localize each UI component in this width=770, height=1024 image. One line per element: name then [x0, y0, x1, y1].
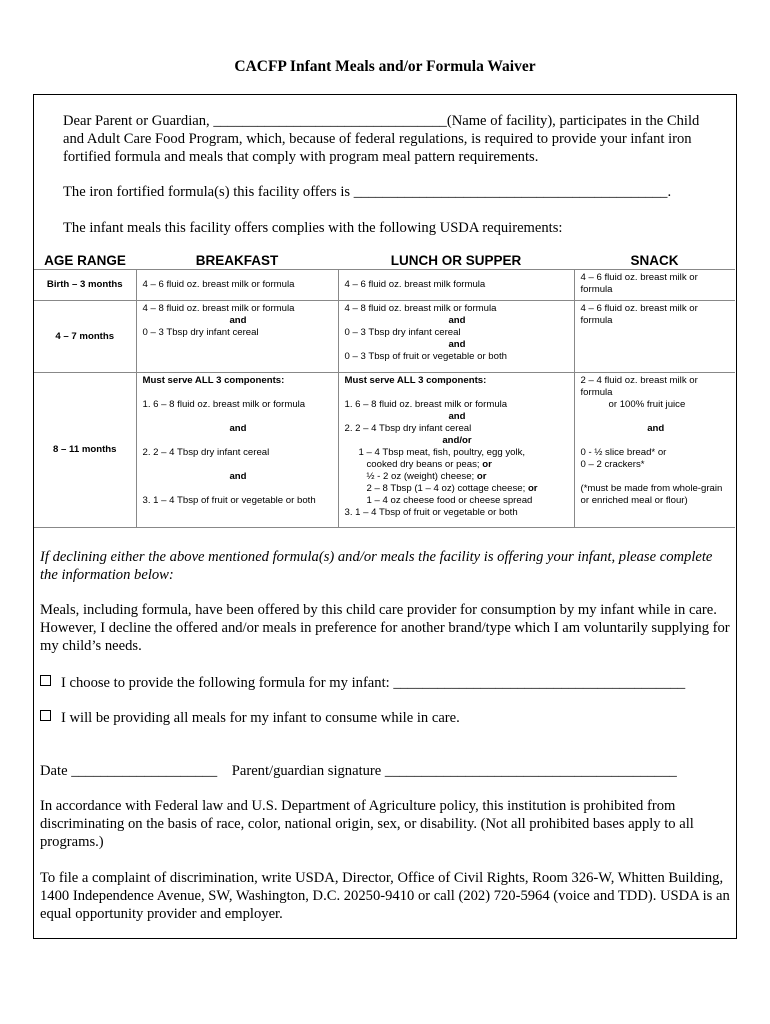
table-header-row	[34, 251, 735, 270]
meals-checkbox[interactable]	[40, 710, 51, 721]
list-item: and	[448, 339, 466, 350]
list-item: 2 – 4 fluid oz. breast milk or formula	[580, 375, 698, 398]
list-item: Must serve ALL 3 components:	[142, 375, 285, 386]
meals-choice-label: I will be providing all meals for my infant to consume while in care.	[61, 710, 460, 726]
list-item: (*must be made from whole-grain or enriched meal or flour)	[580, 483, 723, 506]
formula-choice-label: I choose to provide the following formula for my infant: ________________________________________	[61, 675, 686, 691]
date-field[interactable]: Date ____________________	[40, 763, 218, 779]
list-item: cooked dry beans or peas; or	[366, 459, 492, 470]
list-item: 1 – 4 Tbsp meat, fish, poultry, egg yolk,	[358, 447, 526, 458]
list-item: and	[229, 423, 247, 434]
nondiscrimination-statement: In accordance with Federal law and U.S. Department of Agriculture policy, this institution is prohibited from discriminating on the basis of race, color, national origin, sex, or disability. (Not all prohibited bases apply to all programs.)	[40, 798, 694, 850]
list-item: 2 – 8 Tbsp (1 – 4 oz) cottage cheese; or	[366, 483, 538, 494]
meal-pattern-table	[34, 251, 735, 528]
lunch-cell	[338, 301, 574, 373]
meals-choice-row	[40, 709, 730, 727]
intro-paragraph: Dear Parent or Guardian, ________________________________(Name of facility), participates in the Child and Adult Care Food Program, which, because of federal regulations, is required to provide your infant iron fortified formula and meals that comply with program meal pattern requirements.	[63, 113, 700, 165]
table-row	[34, 301, 735, 373]
usda-requirements-line: The infant meals this facility offers complies with the following USDA requirements:	[63, 220, 563, 236]
table-row	[34, 373, 735, 528]
declining-instructions: If declining either the above mentioned formula(s) and/or meals the facility is offering your infant, please complete the information below:	[40, 549, 713, 583]
age-cell: 4 – 7 months	[34, 301, 136, 373]
breakfast-cell	[136, 301, 338, 373]
header-lunch-supper: LUNCH OR SUPPER	[338, 251, 574, 270]
lunch-cell	[338, 373, 574, 528]
list-item: 1. 6 – 8 fluid oz. breast milk or formula	[344, 399, 508, 410]
list-item: 1 – 4 oz cheese food or cheese spread	[366, 495, 533, 506]
lunch-cell: 4 – 6 fluid oz. breast milk formula	[338, 270, 574, 301]
declining-statement: Meals, including formula, have been offered by this child care provider for consumption by my infant while in care. However, I decline the offered and/or meals in preference for another brand/type which I am voluntarily supplying for my child’s needs.	[40, 602, 730, 654]
list-item: and/or	[442, 435, 472, 446]
formula-offered-line: The iron fortified formula(s) this facility offers is ___________________________________________.	[63, 184, 672, 200]
snack-cell: 4 – 6 fluid oz. breast milk or formula	[574, 301, 735, 373]
list-item: 3. 1 – 4 Tbsp of fruit or vegetable or both	[142, 495, 316, 506]
age-cell: Birth – 3 months	[34, 270, 136, 301]
list-item: or 100% fruit juice	[608, 399, 686, 410]
list-item: Must serve ALL 3 components:	[344, 375, 487, 386]
header-snack: SNACK	[574, 251, 735, 270]
list-item: 4 – 8 fluid oz. breast milk or formula	[344, 303, 497, 314]
list-item: 3. 1 – 4 Tbsp of fruit or vegetable or both	[344, 507, 518, 518]
list-item: 2. 2 – 4 Tbsp dry infant cereal	[142, 447, 270, 458]
list-item: 1. 6 – 8 fluid oz. breast milk or formula	[142, 399, 306, 410]
complaint-instructions: To file a complaint of discrimination, write USDA, Director, Office of Civil Rights, Room 326-W, Whitten Building, 1400 Independence Avenue, SW, Washington, D.C. 20250-9410 or call (202) 720-5964 (voice and TDD). USDA is an equal opportunity provider and employer.	[40, 870, 730, 922]
header-breakfast: BREAKFAST	[136, 251, 338, 270]
list-item: 0 - ½ slice bread* or	[580, 447, 667, 458]
list-item: 0 – 2 crackers*	[580, 459, 645, 470]
breakfast-cell	[136, 373, 338, 528]
formula-checkbox[interactable]	[40, 675, 51, 686]
signature-field[interactable]: Parent/guardian signature ________________________________________	[231, 763, 677, 779]
list-item: 0 – 3 Tbsp dry infant cereal	[142, 327, 259, 338]
breakfast-cell: 4 – 6 fluid oz. breast milk or formula	[136, 270, 338, 301]
list-item: and	[647, 423, 665, 434]
list-item: and	[448, 411, 466, 422]
list-item: 4 – 8 fluid oz. breast milk or formula	[142, 303, 295, 314]
signature-row	[40, 762, 730, 780]
list-item: and	[229, 471, 247, 482]
list-item: and	[229, 315, 247, 326]
snack-cell: 4 – 6 fluid oz. breast milk or formula	[574, 270, 735, 301]
header-age-range: AGE RANGE	[34, 251, 136, 270]
list-item: 0 – 3 Tbsp dry infant cereal	[344, 327, 461, 338]
list-item: 0 – 3 Tbsp of fruit or vegetable or both	[344, 351, 507, 362]
formula-choice-row	[40, 674, 730, 692]
list-item: ½ - 2 oz (weight) cheese; or	[366, 471, 487, 482]
table-row	[34, 270, 735, 301]
list-item: and	[448, 315, 466, 326]
list-item: 2. 2 – 4 Tbsp dry infant cereal	[344, 423, 472, 434]
snack-cell	[574, 373, 735, 528]
age-cell: 8 – 11 months	[34, 373, 136, 528]
document-title: CACFP Infant Meals and/or Formula Waiver	[234, 58, 536, 75]
